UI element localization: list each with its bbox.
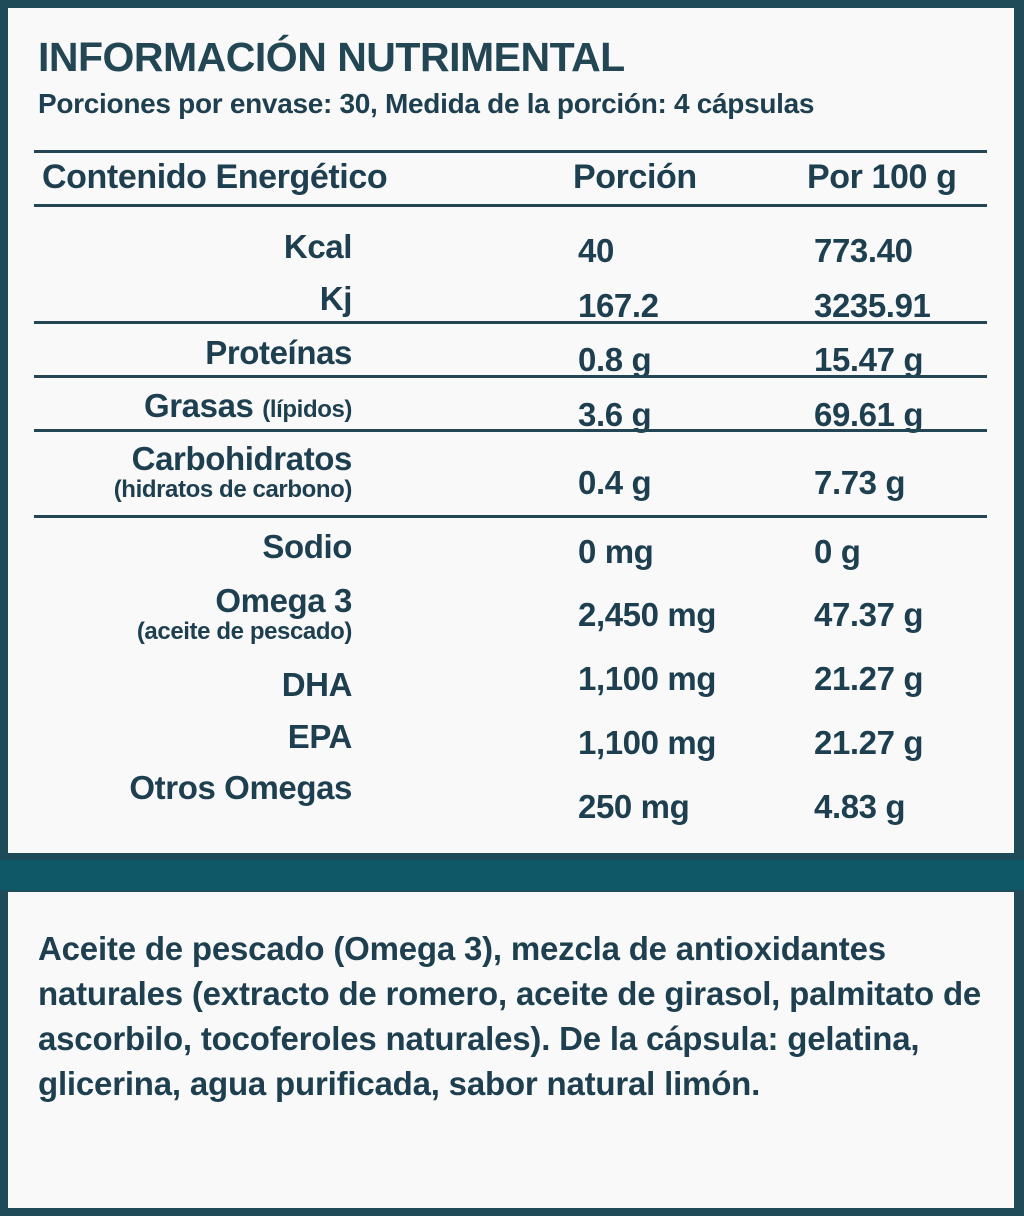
row-label-dha: DHA — [281, 666, 352, 703]
divider-band — [0, 860, 1024, 890]
value-per100-proteins: 15.47 g — [814, 341, 924, 378]
row-label-fats — [144, 389, 352, 424]
omega3-sublabel: (aceite de pescado) — [136, 617, 352, 645]
ingredients-text: Aceite de pescado (Omega 3), mezcla de antioxidantes naturales (extracto de romero, aceite de girasol, palmitato de ascorbilo, tocoferoles naturales). De la cápsula: gelatina, glicerina, agua purificada, sabor natural limón. — [38, 930, 982, 1102]
fats-label: Grasas — [143, 387, 254, 424]
row-label-other-omegas: Otros Omegas — [129, 769, 352, 806]
value-portion-sodium: 0 mg — [578, 533, 654, 570]
value-per100-dha: 21.27 g — [814, 660, 924, 697]
carbs-label: Carbohidratos — [131, 440, 352, 477]
value-portion-omega3: 2,450 mg — [578, 596, 717, 633]
divider — [34, 375, 987, 378]
row-label-kcal: Kcal — [283, 228, 352, 265]
omega3-label: Omega 3 — [215, 582, 352, 619]
value-portion-other-omegas: 250 mg — [578, 788, 690, 825]
row-label-proteins: Proteínas — [205, 334, 352, 371]
row-label-carbs — [114, 442, 352, 502]
ingredients-panel — [8, 892, 1014, 1208]
value-portion-carbs: 0.4 g — [578, 464, 652, 501]
value-portion-kcal: 40 — [578, 232, 614, 269]
row-label-sodium: Sodio — [262, 528, 352, 565]
value-per100-other-omegas: 4.83 g — [814, 788, 906, 825]
row-label-omega3 — [137, 584, 352, 644]
header-per-100g: Por 100 g — [807, 158, 957, 196]
value-per100-kcal: 773.40 — [814, 232, 913, 269]
divider — [34, 204, 987, 207]
header-nutrient: Contenido Energético — [42, 158, 388, 196]
value-portion-epa: 1,100 mg — [578, 724, 717, 761]
divider — [34, 321, 987, 324]
fats-sublabel: (lípidos) — [262, 396, 352, 423]
value-per100-omega3: 47.37 g — [814, 596, 924, 633]
carbs-sublabel: (hidratos de carbono) — [113, 475, 352, 503]
value-per100-epa: 21.27 g — [814, 724, 924, 761]
divider — [34, 429, 987, 432]
value-portion-dha: 1,100 mg — [578, 660, 717, 697]
value-per100-fats: 69.61 g — [814, 396, 924, 433]
divider — [34, 515, 987, 518]
value-portion-proteins: 0.8 g — [578, 341, 652, 378]
nutrition-panel — [8, 8, 1014, 853]
divider — [34, 150, 987, 153]
row-label-kj: Kj — [319, 280, 352, 317]
value-per100-carbs: 7.73 g — [814, 464, 906, 501]
value-portion-fats: 3.6 g — [578, 396, 652, 433]
value-portion-kj: 167.2 — [578, 287, 659, 324]
page-title: INFORMACIÓN NUTRIMENTAL — [38, 34, 625, 80]
value-per100-sodium: 0 g — [814, 533, 861, 570]
servings-info: Porciones por envase: 30, Medida de la porción: 4 cápsulas — [38, 88, 815, 119]
row-label-epa: EPA — [287, 718, 352, 755]
header-portion: Porción — [573, 158, 697, 196]
value-per100-kj: 3235.91 — [814, 287, 931, 324]
